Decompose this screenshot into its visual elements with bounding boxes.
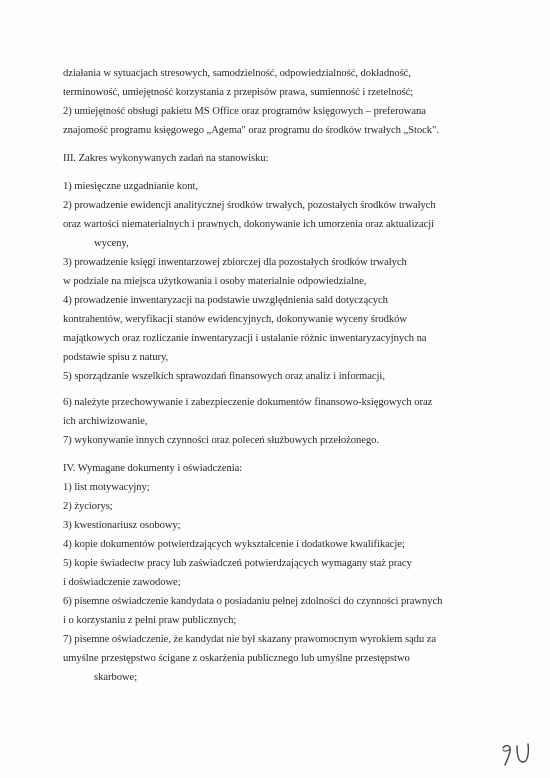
list-item-line: 1) miesięczne uzgadnianie kont, bbox=[63, 181, 198, 192]
list-item-line: 5) kopie świadectw pracy lub zaświadczeń potwierdzających wymagany staż pracy bbox=[63, 558, 412, 569]
list-item-line: 4) kopie dokumentów potwierdzających wykształcenie i dodatkowe kwalifikacje; bbox=[63, 539, 405, 550]
list-item-line: 3) prowadzenie księgi inwentarzowej zbiorczej dla pozostałych środków trwałych bbox=[63, 257, 407, 268]
list-item-line: skarbowe; bbox=[94, 672, 138, 683]
list-item bbox=[63, 630, 483, 687]
list-item-line: 6) należyte przechowywanie i zabezpieczenie dokumentów finansowo-księgowych oraz bbox=[63, 397, 433, 408]
list-item bbox=[63, 516, 483, 535]
list-item-line: 2) prowadzenie ewidencji analitycznej środków trwałych, pozostałych środków trwałych bbox=[63, 200, 436, 211]
list-item bbox=[63, 554, 483, 592]
section-3-list bbox=[63, 177, 483, 450]
handwritten-page-mark bbox=[497, 738, 537, 768]
list-item-line: wyceny, bbox=[94, 238, 129, 249]
list-item bbox=[63, 291, 483, 367]
list-item-line: 3) kwestionariusz osobowy; bbox=[63, 520, 181, 531]
list-item-line: ich archiwizowanie, bbox=[63, 416, 148, 427]
list-item-line: umyślne przestępstwo ścigane z oskarżenia publicznego lub umyślne przestępstwo bbox=[63, 653, 410, 664]
list-item-line: 4) prowadzenie inwentaryzacji na podstawie uwzględnienia sald dotyczących bbox=[63, 295, 388, 306]
section-4-list bbox=[63, 478, 483, 687]
section-4-heading: IV. Wymagane dokumenty i oświadczenia: bbox=[63, 463, 243, 474]
list-item-line: 7) pisemne oświadczenie, że kandydat nie był skazany prawomocnym wyrokiem sądu za bbox=[63, 634, 437, 645]
list-item-line: i o korzystaniu z pełni praw publicznych; bbox=[63, 615, 237, 626]
intro-line: działania w sytuacjach stresowych, samodzielność, odpowiedzialność, dokładność, bbox=[63, 68, 411, 79]
list-item-line: majątkowych oraz rozliczanie inwentaryzacji i ustalanie różnic inwentaryzacyjnych na bbox=[63, 333, 427, 344]
section-3-heading: III. Zakres wykonywanych zadań na stanowisku: bbox=[63, 153, 269, 164]
list-item bbox=[63, 431, 483, 450]
list-item bbox=[63, 196, 483, 253]
list-item-line: i doświadczenie zawodowe; bbox=[63, 577, 181, 588]
list-item-line: 6) pisemne oświadczenie kandydata o posiadaniu pełnej zdolności do czynności prawnych bbox=[63, 596, 443, 607]
list-item bbox=[63, 367, 483, 386]
list-item-line: 2) życiorys; bbox=[63, 501, 113, 512]
list-item bbox=[63, 478, 483, 497]
list-item-line: 1) list motywacyjny; bbox=[63, 482, 150, 493]
list-item bbox=[63, 177, 483, 196]
list-item bbox=[63, 497, 483, 516]
list-item-line: 7) wykonywanie innych czynności oraz poleceń służbowych przełożonego. bbox=[63, 435, 380, 446]
intro-line: terminowość, umiejętność korzystania z przepisów prawa, sumienność i rzetelność; bbox=[63, 87, 414, 98]
list-item-line: kontrahentów, weryfikacji stanów ewidencyjnych, dokonywanie wyceny środków bbox=[63, 314, 407, 325]
intro-line: 2) umiejętność obsługi pakietu MS Office oraz programów księgowych – preferowana bbox=[63, 106, 426, 117]
list-item-line: 5) sporządzanie wszelkich sprawozdań finansowych oraz analiz i informacji, bbox=[63, 371, 385, 382]
list-item-line: oraz wartości niematerialnych i prawnych, dokonywanie ich umorzenia oraz aktualizacji bbox=[63, 219, 435, 230]
list-item-line: w podziale na miejsca użytkowania i osoby materialnie odpowiedzialne, bbox=[63, 276, 367, 287]
list-item bbox=[63, 592, 483, 630]
document-body bbox=[63, 64, 483, 687]
list-item-line: podstawie spisu z natury, bbox=[63, 352, 169, 363]
intro-line: znajomość programu księgowego „Agema" oraz programu do środków trwałych „Stock". bbox=[63, 125, 439, 136]
list-item bbox=[63, 253, 483, 291]
list-item bbox=[63, 535, 483, 554]
intro-block bbox=[63, 64, 483, 140]
list-item bbox=[63, 393, 483, 431]
